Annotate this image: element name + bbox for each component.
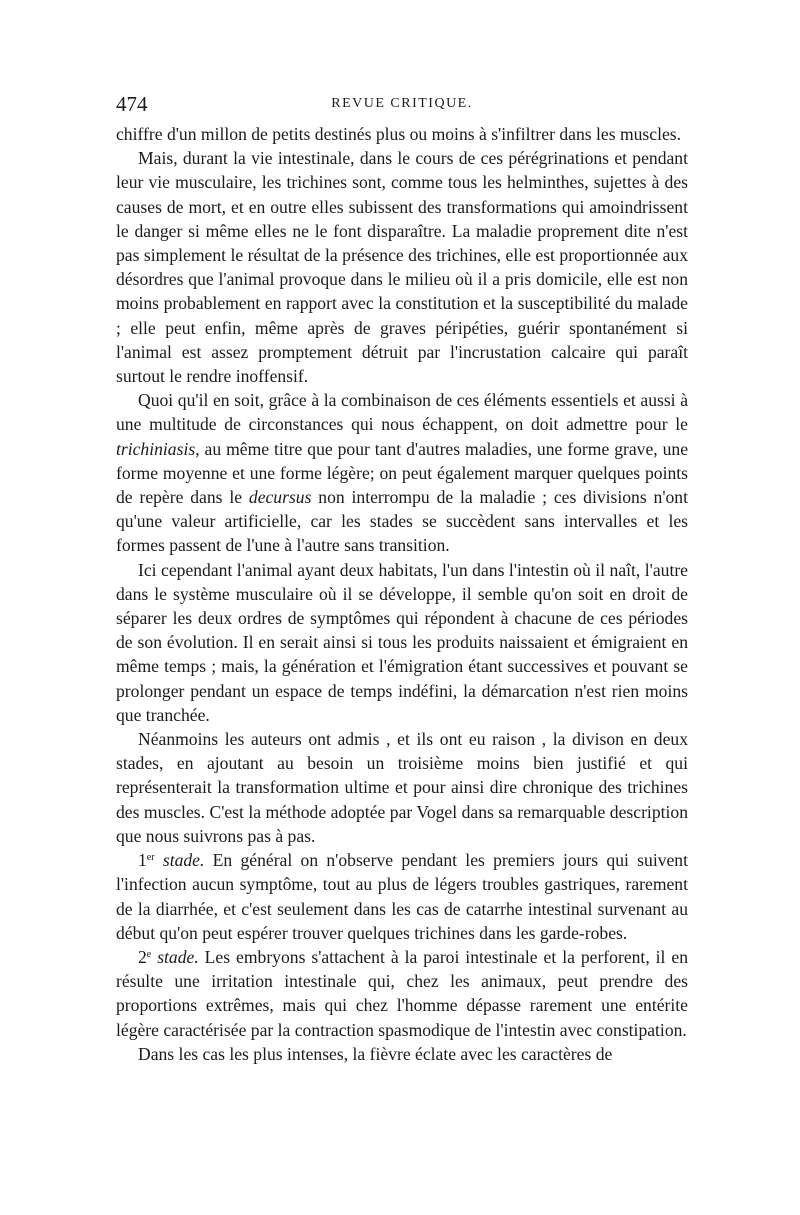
running-head: REVUE CRITIQUE. — [331, 96, 473, 111]
book-page — [116, 92, 688, 1066]
paragraph-fever: Dans les cas les plus intenses, la fièvre éclate avec les caractères de — [138, 1043, 613, 1064]
paragraph-two-habitats: Ici cependant l'animal ayant deux habitats, l'un dans l'intestin où il naît, l'autre dans le système musculaire où il se développe, il semble qu'on soit en droit de séparer les deux ordres de symptômes qui répondent à chacune de ces périodes de son évolution. Il en serait ainsi si tous les produits naissaient et émigraient en même temps ; mais, la génération et l'émigration étant successives et pouvant se prolonger pendant un espace de temps indéfini, la démarcation n'est rien moins que tranchée. — [116, 559, 688, 725]
stage-ordinal: er — [146, 852, 155, 864]
paragraph-intestinal-life: Mais, durant la vie intestinale, dans le cours de ces pérégrinations et pendant leur vie musculaire, les trichines sont, comme tous les helminthes, sujettes à des causes de mort, et en outre elles subissent des transformations qui amoindrissent le danger si même elles ne le font disparaître. La maladie proprement dite n'est pas simplement le résultat de la présence des trichines, elle est proportionnée aux désordres que l'animal provoque dans le milieu où il a pris domicile, elle est non moins probablement en rapport avec la constitution et la susceptibilité du malade ; elle peut enfin, même après de graves péripéties, guérir spontanément si l'animal est assez promptement détruit par l'incrustation calcaire qui paraît surtout le rendre inoffensif. — [116, 148, 688, 387]
paragraph-first-stage: 1er stade. En général on n'observe pendant les premiers jours qui suivent l'infection aucun symptôme, tout au plus de légers troubles gastriques, rarement de la diarrhée, et c'est seulement dans les cas de catarrhe intestinal survenant au début qu'on peut espérer trouver quelques trichines dans les garde-robes. — [116, 850, 688, 943]
stage-number: 1 — [138, 850, 147, 871]
body-text — [116, 122, 688, 1066]
term-decursus: decursus — [248, 487, 312, 508]
stage-ordinal: e — [146, 948, 152, 960]
paragraph-continuation: chiffre d'un millon de petits destinés plus ou moins à s'infiltrer dans les muscles. — [116, 124, 682, 144]
page-number: 474 — [116, 92, 148, 116]
stage-label: stade. — [151, 946, 199, 967]
stage-label: stade. — [154, 850, 205, 871]
page-header — [116, 92, 688, 122]
term-trichiniasis: trichiniasis — [116, 438, 196, 459]
paragraph-forms-of-disease: Quoi qu'il en soit, grâce à la combinaison de ces éléments essentiels et aussi à une multitude de circonstances qui nous échappent, on doit admettre pour le trichiniasis, au même titre que pour tant d'autres maladies, une forme grave, une forme moyenne et une forme légère; on peut également marquer quelques points de repère dans le decursus non interrompu de la maladie ; ces divisions n'ont qu'une valeur artificielle, car les stades se succèdent sans intervalles et les formes passent de l'une à l'autre sans transition. — [116, 390, 688, 556]
stage-number: 2 — [138, 946, 147, 967]
paragraph-stages-division: Néanmoins les auteurs ont admis , et ils ont eu raison , la divison en deux stades, en ajoutant au besoin un troisième moins bien justifié et qui représenterait la transformation ultime et pour ainsi dire chronique des trichines des muscles. C'est la méthode adoptée par Vogel dans sa remarquable description que nous suivrons pas à pas. — [116, 729, 688, 846]
paragraph-second-stage: 2e stade. Les embryons s'attachent à la paroi intestinale et la perforent, il en résulte une irritation intestinale qui, chez les animaux, peut prendre des proportions extrêmes, mais qui chez l'homme dépasse rarement une entérite légère caractérisée par la contraction spasmodique de l'intestin avec constipation. — [116, 946, 688, 1040]
